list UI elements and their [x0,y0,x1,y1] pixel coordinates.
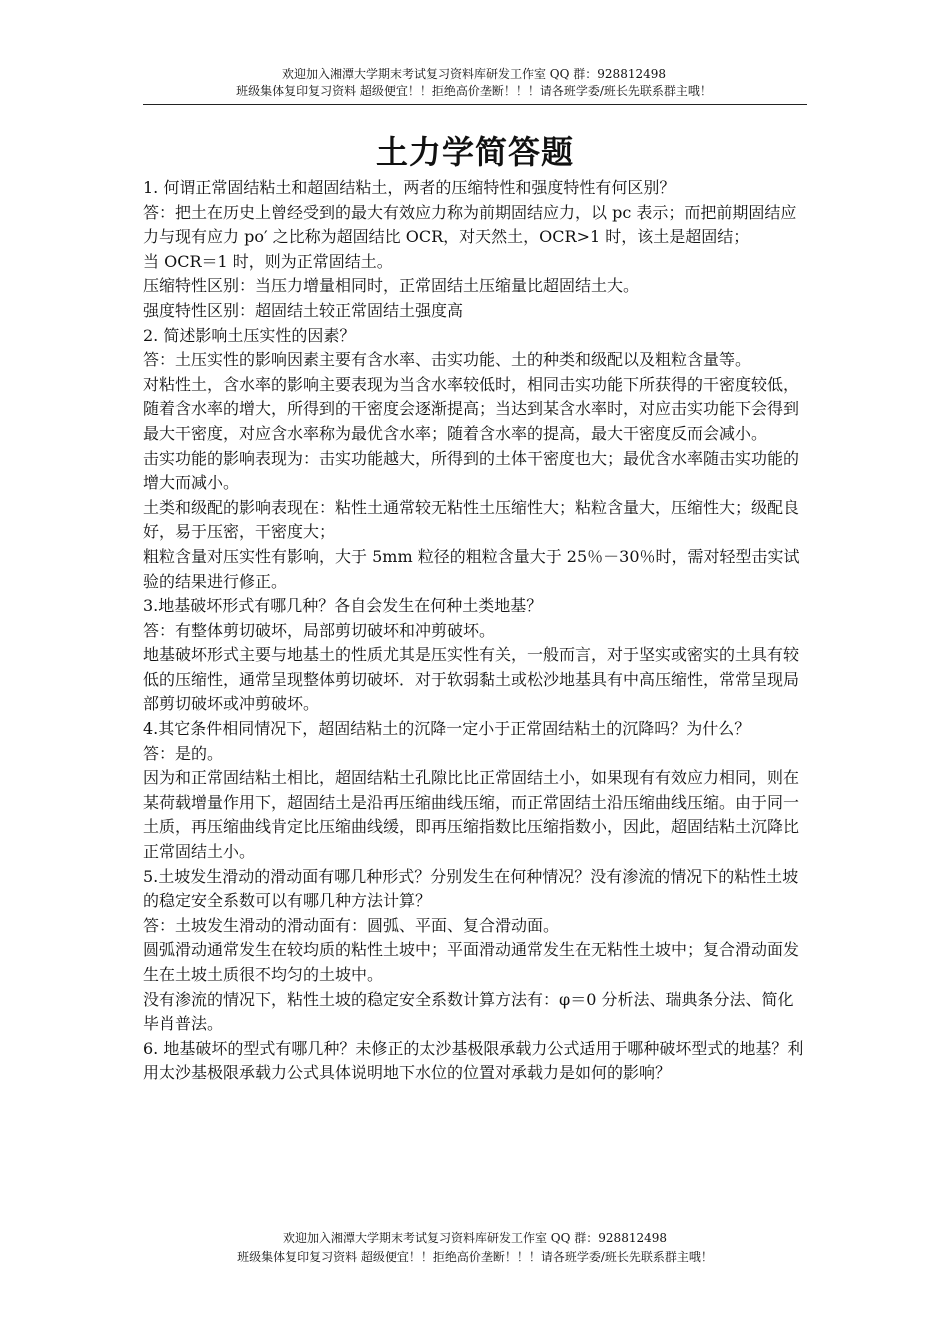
header-line-1: 欢迎加入湘潭大学期末考试复习资料库研发工作室 QQ 群：928812498 [281,67,667,81]
answer-paragraph: 没有渗流的情况下，粘性土坡的稳定安全系数计算方法有：φ＝0 分析法、瑞典条分法、简化毕肖普法。 [143,989,794,1034]
answer-paragraph: 压缩特性区别：当压力增量相同时，正常固结土压缩量比超固结土大。 [143,276,640,296]
answer-paragraph: 答：土压实性的影响因素主要有含水率、击实功能、土的种类和级配以及粗粒含量等。 [143,350,752,370]
answer-paragraph: 圆弧滑动通常发生在较均质的粘性土坡中；平面滑动通常发生在无粘性土坡中；复合滑动面发生在土坡土质很不均匀的土坡中。 [143,940,800,984]
question-2: 2. 简述影响土压实性的因素？ [143,325,356,345]
answer-paragraph: 对粘性土，含水率的影响主要表现为当含水率较低时，相同击实功能下所获得的干密度较低，随着含水率的增大，所得到的干密度会逐渐提高；当达到某含水率时，对应击实功能下会得到最大干密度，对应含水率称为最优含水率；随着含水率的提高，最大干密度反而会减小。 [143,374,800,443]
answer-paragraph: 击实功能的影响表现为：击实功能越大，所得到的土体干密度也大；最优含水率随击实功能的增大而减小。 [143,448,800,493]
question-5: 5.土坡发生滑动的滑动面有哪几种形式？分别发生在何种情况？没有渗流的情况下的粘性土坡的稳定安全系数可以有哪几种方法计算？ [143,866,799,911]
question-1: 1. 何谓正常固结粘土和超固结粘土，两者的压缩特性和强度特性有何区别？ [143,178,676,197]
answer-paragraph: 当 OCR＝1 时，则为正常固结土。 [143,251,393,271]
question-4: 4.其它条件相同情况下，超固结粘土的沉降一定小于正常固结粘土的沉降吗？为什么？ [143,719,751,739]
answer-paragraph: 粗粒含量对压实性有影响，大于 5mm 粒径的粗粒含量大于 25％－30％时，需对轻型击实试验的结果进行修正。 [143,546,800,591]
answer-paragraph: 土类和级配的影响表现在：粘性土通常较无粘性土压缩性大；粘粒含量大，压缩性大；级配良好，易于压密，干密度大； [143,497,800,542]
footer-line-2: 班级集体复印复习资料 超级便宜！！拒绝高价垄断！！！请各班学委/班长先联系群主哦！ [237,1250,713,1264]
header-divider [143,104,807,105]
question-6: 6. 地基破坏的型式有哪几种？未修正的太沙基极限承载力公式适用于哪种破坏型式的地基？利用太沙基极限承载力公式具体说明地下水位的位置对承载力是如何的影响？ [143,1038,804,1083]
answer-paragraph: 因为和正常固结粘土相比，超固结粘土孔隙比比正常固结土小，如果现有有效应力相同，则在某荷载增量作用下，超固结土是沿再压缩曲线压缩，而正常固结土沿压缩曲线压缩。由于同一土质，再压缩曲线肯定比压缩曲线缓，即再压缩指数比压缩指数小，因此，超固结粘土沉降比正常固结土小。 [143,768,800,862]
answer-paragraph: 答：是的。 [143,743,224,763]
answer-paragraph: 强度特性区别：超固结土较正常固结土强度高 [143,300,464,320]
answer-paragraph: 答：土坡发生滑动的滑动面有：圆弧、平面、复合滑动面。 [143,915,560,935]
answer-paragraph: 答：有整体剪切破坏，局部剪切破坏和冲剪破坏。 [143,620,496,640]
answer-paragraph: 答：把土在历史上曾经受到的最大有效应力称为前期固结应力，以 pc 表示；而把前期固结应力与现有应力 po′ 之比称为超固结比 OCR，对天然土，OCR>1 时，该土是超固结； [143,202,797,247]
page-footer [143,1229,807,1267]
document-body [143,176,809,1086]
header-line-2: 班级集体复印复习资料 超级便宜！！拒绝高价垄断！！！请各班学委/班长先联系群主哦！ [236,84,712,98]
footer-line-1: 欢迎加入湘潭大学期末考试复习资料库研发工作室 QQ 群：928812498 [282,1231,668,1245]
page-header [143,66,805,100]
question-3: 3.地基破坏形式有哪几种？各自会发生在何种土类地基？ [143,596,543,616]
answer-paragraph: 地基破坏形式主要与地基土的性质尤其是压实性有关，一般而言，对于坚实或密实的土具有较低的压缩性，通常呈现整体剪切破坏．对于软弱黏土或松沙地基具有中高压缩性，常常呈现局部剪切破坏或冲剪破坏。 [143,645,800,714]
document-title: 土力学简答题 [375,133,574,171]
